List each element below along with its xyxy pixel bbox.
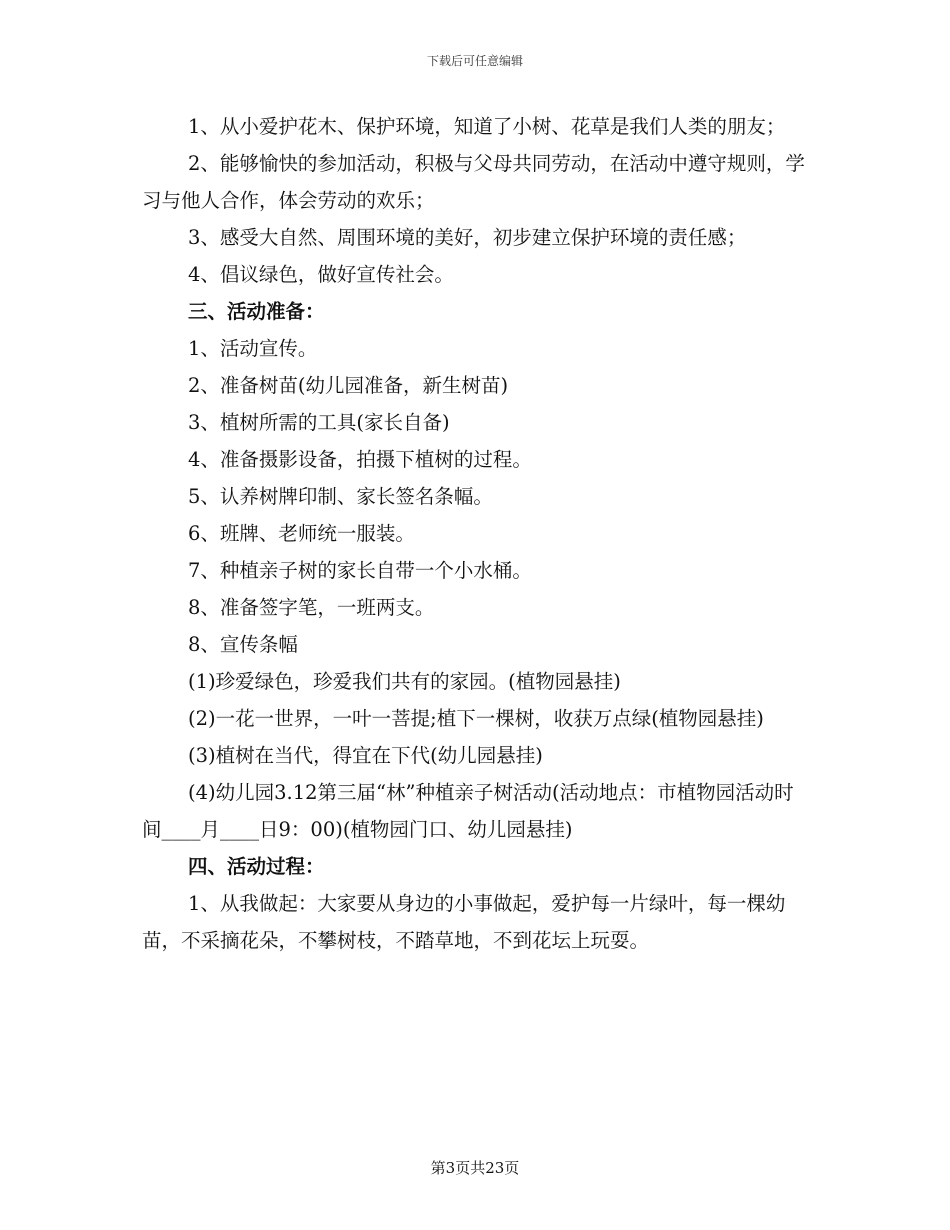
banner-item-3: (3)植树在当代，得宜在下代(幼儿园悬挂) (188, 744, 543, 767)
prep-item-6: 6、班牌、老师统一服装。 (188, 522, 415, 545)
process-item-1: 1、从我做起：大家要从身边的小事做起，爱护每一片绿叶，每一棵幼苗，不采摘花朵，不攀树枝，不踏草地，不到花坛上玩耍。 (142, 892, 786, 952)
prep-item-8: 8、准备签字笔，一班两支。 (188, 596, 435, 619)
prep-item-4: 4、准备摄影设备，拍摄下植树的过程。 (188, 448, 532, 471)
prep-item-3: 3、植树所需的工具(家长自备) (188, 411, 450, 434)
prep-item-5: 5、认养树牌印制、家长签名条幅。 (188, 485, 493, 508)
paragraph-goal-3: 3、感受大自然、周围环境的美好，初步建立保护环境的责任感； (188, 226, 747, 249)
section-heading-preparation: 三、活动准备： (188, 300, 325, 323)
banner-item-2: (2)一花一世界，一叶一菩提;植下一棵树，收获万点绿(植物园悬挂) (188, 707, 764, 730)
paragraph-goal-4: 4、倡议绿色，做好宣传社会。 (188, 263, 454, 286)
page-number: 第3页共23页 (430, 1159, 520, 1177)
page-header: 下载后可任意编辑 (426, 54, 523, 68)
prep-item-2: 2、准备树苗(幼儿园准备，新生树苗) (188, 374, 509, 397)
banner-item-1: (1)珍爱绿色，珍爱我们共有的家园。(植物园悬挂) (188, 670, 621, 693)
banner-item-4: (4)幼儿园3.12第三届“林”种植亲子树活动(活动地点：市植物园活动时间____月____日9：00)(植物园门口、幼儿园悬挂) (142, 781, 794, 841)
prep-item-7: 7、种植亲子树的家长自带一个小水桶。 (188, 559, 532, 582)
document-body (142, 108, 808, 959)
section-heading-process: 四、活动过程： (188, 855, 325, 878)
prep-item-banner: 8、宣传条幅 (188, 633, 298, 656)
paragraph-goal-1: 1、从小爱护花木、保护环境，知道了小树、花草是我们人类的朋友； (188, 115, 786, 138)
prep-item-1: 1、活动宣传。 (188, 337, 318, 360)
paragraph-goal-2: 2、能够愉快的参加活动，积极与父母共同劳动，在活动中遵守规则，学习与他人合作，体会劳动的欢乐； (142, 152, 805, 212)
